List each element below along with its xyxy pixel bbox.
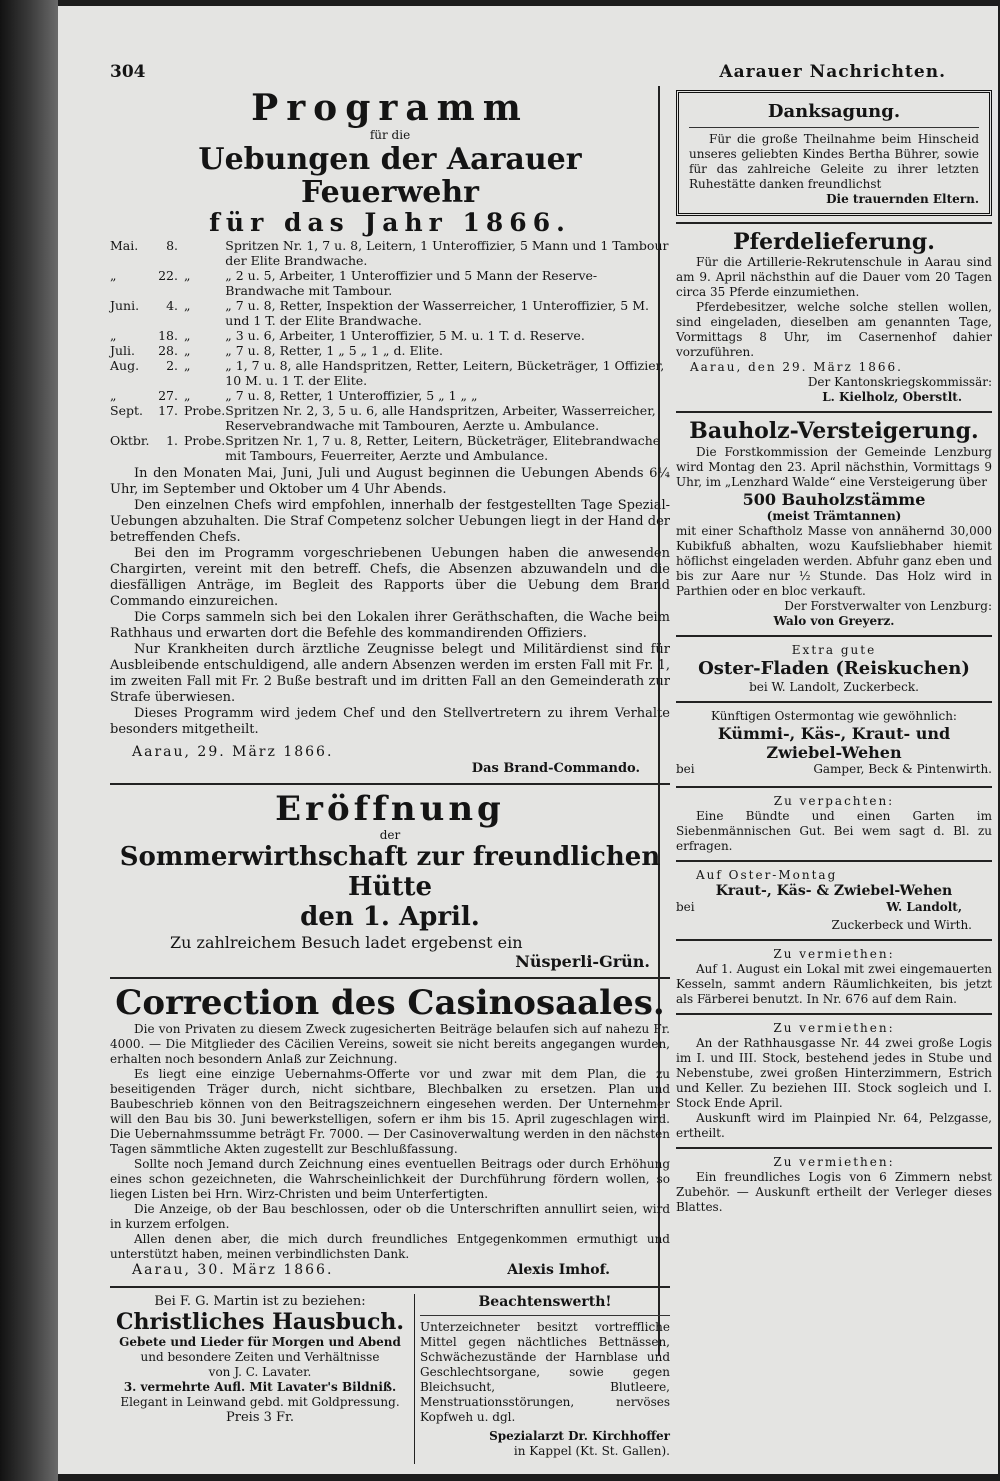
ostermontag-title1: Kümmi-, Käs-, Kraut- und — [717, 723, 951, 743]
hausbuch-sub1: Gebete und Lieder für Morgen und Abend — [119, 1335, 401, 1350]
feuerwehr-paragraph: Die Corps sammeln sich bei den Lokalen ihrer Geräthschaften, die Wache beim Rathhaus und erwarten dort die Befehle des kommandirenden Offiziers. — [110, 609, 670, 641]
beachtenswerth-place: in Kappel (Kt. St. Gallen). — [513, 1444, 670, 1458]
verpachten-title: Zu verpachten: — [773, 793, 895, 808]
bauholz-text1: Die Forstkommission der Gemeinde Lenzburg wird Montag den 23. April nächsthin, Vormittags 9 Uhr, im „Lenzhard Walde“ eine Versteigerung über — [676, 444, 992, 489]
ostermontag-ad — [676, 709, 992, 780]
casino-place-date: Aarau, 30. März 1866. — [132, 1262, 334, 1278]
separator — [676, 411, 992, 413]
danksagung-ad — [676, 90, 992, 216]
verpachten-ad — [676, 794, 992, 854]
danksagung-text: Für die große Theilnahme beim Hinscheid unseres geliebten Kindes Bertha Bührer, sowie für das zahlreiche Geleite zu ihrer letzten Ruhestätte danken freundlichst — [689, 132, 979, 191]
eroeffnung-der: der — [379, 827, 401, 842]
separator — [110, 1286, 670, 1288]
pferde-ad — [676, 230, 992, 405]
ostermontag-bei: bei — [676, 761, 695, 776]
page-number: 304 — [110, 62, 146, 82]
hausbuch-edition: 3. vermehrte Aufl. Mit Lavater's Bildniß. — [123, 1380, 397, 1395]
separator — [676, 635, 992, 637]
ostermontag-title2: Zwiebel-Wehen — [766, 742, 902, 762]
bauholz-text2: mit einer Schaftholz Masse von annähernd 30,000 Kubikfuß abhalten, wozu Kaufsliebhaber hiemit höflichst eingeladen werden. Abfuhr ganz eben und bis zur Aare nur ½ Stunde. Das Holz wird in Parthien oder en bloc verkauft. — [676, 523, 992, 598]
vermiethen3-title: Zu vermiethen: — [773, 1154, 895, 1169]
vermiethen1-title: Zu vermiethen: — [773, 946, 895, 961]
separator — [689, 127, 979, 128]
osterfladen-title: Oster-Fladen (Reiskuchen) — [698, 657, 970, 679]
beachtenswerth-signature: Spezialarzt Dr. Kirchhoffer — [489, 1429, 670, 1443]
osterfladen-ad — [676, 643, 992, 695]
feuerwehr-paragraph: Den einzelnen Chefs wird empfohlen, innerhalb der festgestellten Tage Spezial-Uebungen abzuhalten. Die Straf Competenz solcher Uebungen liegt in der Hand der betreffenden Chefs. — [110, 497, 670, 545]
schedule-row: Juni. 4. „ „ 7 u. 8, Retter, Inspektion der Wasserreicher, 1 Unteroffizier, 5 M. und 1 T. der Elite Brandwache. — [110, 297, 649, 328]
hausbuch-ad — [110, 1294, 410, 1426]
oster-montag2-intro: Auf Oster-Montag — [696, 867, 838, 882]
beachtenswerth-text: Unterzeichneter besitzt vortreffliche Mittel gegen nächtliches Bettnässen, Schwächezustände der Harnblase und Geschlechtsorgane, sowie gegen Bleichsucht, Blutleere, Menstruationsstörungen, nervöses Kopfweh u. dgl. — [420, 1320, 670, 1424]
feuerwehr-paragraph: Dieses Programm wird jedem Chef und den Stellvertretern zu ihrem Verhalte besonders mitgetheilt. — [110, 705, 670, 737]
feuerwehr-year: für das Jahr 1866. — [209, 207, 571, 237]
vermiethen1-text: Auf 1. August ein Lokal mit zwei eingemauerten Kesseln, sammt andern Räumlichkeiten, bis jetzt als Färberei benutzt. In Nr. 676 auf dem Rain. — [676, 961, 992, 1006]
hausbuch-binding: Elegant in Leinwand gebd. mit Goldpressung. — [120, 1395, 400, 1410]
bauholz-title: Bauholz-Versteigerung. — [689, 418, 979, 445]
casino-ad — [110, 982, 670, 1280]
book-gutter-shadow — [0, 0, 58, 1481]
eroeffnung-invite: Zu zahlreichem Besuch ladet ergebenst ein — [170, 932, 523, 952]
newspaper-page — [58, 6, 998, 1474]
oster-montag2-bei: bei — [676, 899, 695, 914]
feuerwehr-schedule — [110, 238, 670, 463]
eroeffnung-title: Eröffnung — [275, 788, 505, 829]
feuerwehr-fuer-die: für die — [369, 127, 411, 142]
feuerwehr-title: Programm — [251, 87, 529, 129]
casino-paragraph: Allen denen aber, die mich durch freundliches Entgegenkommen ermuthigt und unterstützt haben, meinen verbindlichsten Dank. — [110, 1232, 670, 1261]
bauholz-office: Der Forstverwalter von Lenzburg: — [784, 598, 992, 613]
separator — [110, 977, 670, 979]
pferde-text2: Pferdebesitzer, welche solche stellen wollen, sind eingeladen, dieselben am genannten Tage, Vormittags 8 Uhr, im Casernenhof dahier vorzuführen. — [676, 300, 992, 360]
ostermontag-by: Gamper, Beck & Pintenwirth. — [813, 761, 992, 776]
eroeffnung-signature: Nüsperli-Grün. — [515, 951, 650, 971]
feuerwehr-ad — [110, 87, 670, 777]
oster-montag2-footer — [676, 900, 992, 918]
vermiethen2-text1: An der Rathhausgasse Nr. 44 zwei große Logis im I. und III. Stock, bestehend jedes in Stube und Nebenstube, zwei großen Hinterzimmern, Estrich und Keller. Zu beziehen III. Stock sogleich und I. Stock Ende April. — [676, 1035, 992, 1110]
casino-paragraph: Die Anzeige, ob der Bau beschlossen, oder ob die Unterschriften annullirt seien, wird in kurzem erfolgen. — [110, 1202, 670, 1231]
separator — [676, 1147, 992, 1149]
vermiethen2-text2: Auskunft wird im Plainpied Nr. 64, Pelzgasse, ertheilt. — [676, 1110, 992, 1140]
oster-montag2-by: W. Landolt, — [886, 899, 962, 914]
hausbuch-sub2: und besondere Zeiten und Verhältnisse — [140, 1350, 380, 1365]
page-header — [110, 62, 946, 86]
bauholz-name: Walo von Greyerz. — [773, 613, 895, 628]
vermiethen1-ad — [676, 947, 992, 1007]
separator — [676, 939, 992, 941]
osterfladen-by: bei W. Landolt, Zuckerbeck. — [749, 679, 919, 694]
casino-paragraph: Die von Privaten zu diesem Zweck zugesicherten Beiträge belaufen sich auf nahezu Fr. 4000. — Die Mitglieder des Cäcilien Vereins, soweit sie nicht bereits angegangen wurden, erhalten noch besondern Anlaß zur Zeichnung. — [110, 1022, 670, 1066]
schedule-row: „ 27. „ „ 7 u. 8, Retter, 1 Unteroffizier, 5 „ 1 „ „ — [110, 387, 478, 403]
casino-title: Correction des Casinosaales. — [115, 982, 665, 1023]
schedule-row: Oktbr. 1. Probe. Spritzen Nr. 1, 7 u. 8, Retter, Leitern, Bücketräger, Elitebrandwache mit Tambours, Feuerreiter, Aerzte und Ambulance. — [110, 432, 661, 463]
schedule-row: Juli. 28. „ „ 7 u. 8, Retter, 1 „ 5 „ 1 „ d. Elite. — [110, 342, 443, 358]
ostermontag-footer — [676, 762, 992, 780]
schedule-row: Aug. 2. „ „ 1, 7 u. 8, alle Handspritzen, Retter, Leitern, Bücketräger, 1 Offizier, 10 M. u. 1 T. der Elite. — [110, 357, 665, 388]
schedule-row: „ 18. „ „ 3 u. 6, Arbeiter, 1 Unteroffizier, 5 M. u. 1 T. d. Reserve. — [110, 327, 585, 343]
separator — [110, 783, 670, 785]
schedule-row: „ 22. „ „ 2 u. 5, Arbeiter, 1 Unteroffizier und 5 Mann der Reserve-Brandwache mit Tambour. — [110, 267, 598, 298]
vermiethen3-ad — [676, 1155, 992, 1215]
right-column — [676, 90, 992, 1215]
pferde-text1: Für die Artillerie-Rekrutenschule in Aarau sind am 9. April nächsthin auf die Dauer vom 20 Tagen circa 35 Pferde einzumiethen. — [676, 255, 992, 300]
oster-montag2-title: Kraut-, Käs- & Zwiebel-Wehen — [715, 882, 953, 899]
beachtenswerth-ad — [420, 1294, 670, 1459]
schedule-row: Sept. 17. Probe. Spritzen Nr. 2, 3, 5 u. 6, alle Handspritzen, Arbeiter, Wasserreicher, Reservebrandwache mit Tambouren, Aerzte u. Ambulance. — [110, 402, 656, 433]
pferde-place-date: Aarau, den 29. März 1866. — [690, 360, 903, 375]
danksagung-title: Danksagung. — [767, 101, 901, 122]
separator — [420, 1315, 670, 1316]
vermiethen2-title: Zu vermiethen: — [773, 1020, 895, 1035]
eroeffnung-line1: Sommerwirthschaft zur freundlichen Hütte — [119, 841, 661, 902]
feuerwehr-place-date: Aarau, 29. März 1866. — [132, 743, 334, 760]
feuerwehr-paragraph: In den Monaten Mai, Juni, Juli und August beginnen die Uebungen Abends 6¼ Uhr, im September und Oktober um 4 Uhr Abends. — [110, 465, 670, 497]
verpachten-text: Eine Bündte und einen Garten im Siebenmännischen Gut. Bei wem sagt d. Bl. zu erfragen. — [676, 808, 992, 853]
hausbuch-intro: Bei F. G. Martin ist zu beziehen: — [154, 1294, 366, 1309]
left-column — [110, 87, 670, 1458]
feuerwehr-signature: Das Brand-Commando. — [471, 760, 640, 776]
oster-montag2-ad — [676, 868, 992, 933]
feuerwehr-subtitle: Uebungen der Aarauer Feuerwehr — [198, 141, 582, 210]
beachtenswerth-title: Beachtenswerth! — [478, 1294, 612, 1310]
separator — [676, 860, 992, 862]
vermiethen2-ad — [676, 1021, 992, 1141]
ostermontag-intro: Künftigen Ostermontag wie gewöhnlich: — [711, 708, 957, 723]
hausbuch-price: Preis 3 Fr. — [226, 1410, 294, 1426]
hausbuch-title: Christliches Hausbuch. — [116, 1309, 404, 1335]
column-divider — [414, 1294, 415, 1464]
bauholz-amount-sub: (meist Trämtannen) — [766, 508, 902, 523]
bauholz-ad — [676, 419, 992, 628]
osterfladen-pre: Extra gute — [791, 642, 877, 657]
pferde-name: L. Kielholz, Oberstlt. — [822, 390, 962, 405]
danksagung-signature: Die trauernden Eltern. — [826, 192, 979, 206]
separator — [676, 1013, 992, 1015]
eroeffnung-ad — [110, 788, 670, 971]
feuerwehr-paragraph: Bei den im Programm vorgeschriebenen Uebungen haben die anwesenden Chargirten, vereint mit den betreff. Chefs, die Absenzen abzuwandeln und die diesfälligen Anträge, im Begleit des Rapports über die Uebung dem Brand Commando einzureichen. — [110, 545, 670, 609]
schedule-row: Mai. 8. Spritzen Nr. 1, 7 u. 8, Leitern, 1 Unteroffizier, 5 Mann und 1 Tambour der Elite Brandwache. — [110, 237, 669, 268]
paper-name: Aarauer Nachrichten. — [719, 62, 946, 82]
casino-paragraph: Sollte noch Jemand durch Zeichnung eines eventuellen Beitrags oder durch Erhöhung eines schon gezeichneten, die Wahrscheinlichkeit der Durchführung fördern wollen, so liegen Listen bei Hrn. Wirz-Christen und beim Unterfertigten. — [110, 1157, 670, 1201]
oster-montag2-by2: Zuckerbeck und Wirth. — [831, 917, 972, 932]
separator — [676, 222, 992, 224]
eroeffnung-line2: den 1. April. — [300, 901, 480, 932]
hausbuch-author: von J. C. Lavater. — [208, 1365, 312, 1380]
separator — [676, 786, 992, 788]
pferde-office: Der Kantonskriegskommissär: — [807, 375, 992, 390]
vermiethen3-text: Ein freundliches Logis von 6 Zimmern nebst Zubehör. — Auskunft ertheilt der Verleger dieses Blattes. — [676, 1169, 992, 1214]
casino-signature: Alexis Imhof. — [507, 1262, 610, 1278]
feuerwehr-paragraph: Nur Krankheiten durch ärztliche Zeugnisse belegt und Militärdienst sind für Ausbleibende entschuldigend, alle andern Absenzen werden im ersten Fall mit Fr. 1, im zweiten Fall mit Fr. 2 Buße bestraft und im dritten Fall an den Gemeinderath zur Strafe überwiesen. — [110, 641, 670, 705]
casino-paragraph: Es liegt eine einzige Uebernahms-Offerte vor und zwar mit dem Plan, die zu beseitigenden Träger durch, nicht sichtbare, Blechbalken zu ersetzen. Plan und Baubeschrieb können von den Beitragszeichnern eingesehen werden. Der Unternehmer will den Bau bis 30. Juni bewerkstelligen, sofern er ihm bis 15. April zugeschlagen wird. Die Uebernahmssumme beträgt Fr. 7000. — Der Casinoverwaltung werden in den nächsten Tagen sämmtliche Akten zugestellt zur Beschlußfassung. — [110, 1067, 670, 1156]
casino-footer — [110, 1262, 670, 1280]
bauholz-amount: 500 Bauholzstämme — [742, 489, 926, 509]
separator — [676, 701, 992, 703]
pferde-title: Pferdelieferung. — [733, 229, 935, 255]
